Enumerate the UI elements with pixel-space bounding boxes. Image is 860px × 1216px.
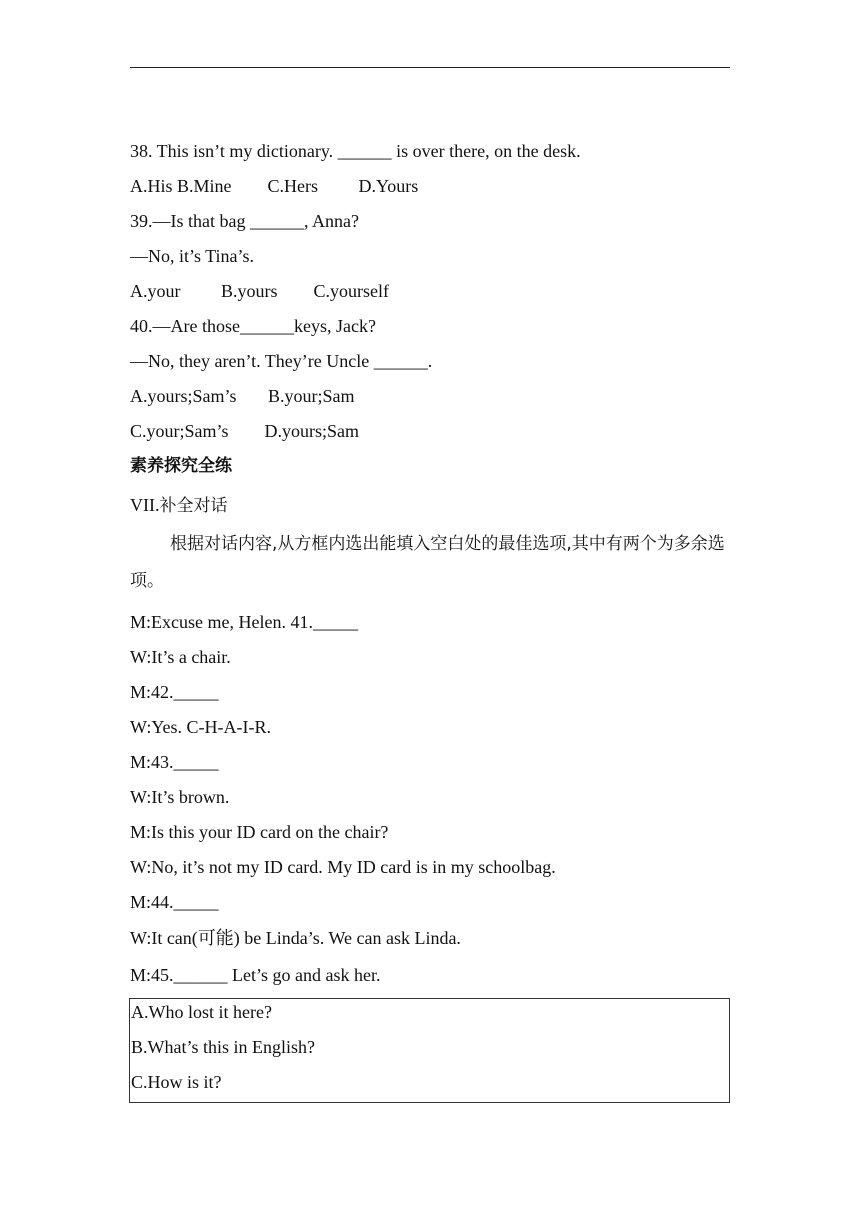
box-option-c: C.How is it? [131,1072,222,1092]
box-option-a: A.Who lost it here? [131,1002,272,1022]
question-40-stem: 40.—Are those______keys, Jack? [130,316,376,336]
question-40-options-row1: A.yours;Sam’s B.your;Sam [130,386,355,406]
section-subtitle [130,494,228,517]
dialogue-line-5: M:43._____ [130,752,219,772]
question-39-stem: 39.—Is that bag ______, Anna? [130,211,359,231]
question-39-reply: —No, it’s Tina’s. [130,246,255,266]
section-subtitle-prefix: VII. [130,495,160,515]
question-40-options-row2: C.your;Sam’s D.yours;Sam [130,421,360,441]
dialogue-line-8: W:No, it’s not my ID card. My ID card is in my schoolbag. [130,857,556,877]
dialogue-line-4: W:Yes. C-H-A-I-R. [130,717,271,737]
section-instruction: 根据对话内容,从方框内选出能填入空白处的最佳选项,其中有两个为多余选项。 [130,534,725,591]
dialogue-line-1: M:Excuse me, Helen. 41._____ [130,612,358,632]
question-39-options: A.your B.yours C.yourself [130,281,389,301]
question-40-reply: —No, they aren’t. They’re Uncle ______. [130,351,433,371]
dialogue-line-9: M:44._____ [130,892,219,912]
dialogue-line-10: W:It can(可能) be Linda’s. We can ask Linda. [130,928,461,948]
dialogue-line-6: W:It’s brown. [130,787,230,807]
section-subtitle-text: 补全对话 [159,496,228,516]
box-option-b: B.What’s this in English? [131,1037,315,1057]
dialogue-line-7: M:Is this your ID card on the chair? [130,822,389,842]
dialogue-line-2: W:It’s a chair. [130,647,231,667]
dialogue-line-3: M:42._____ [130,682,219,702]
options-box [129,998,730,1103]
section-title: 素养探究全练 [130,456,232,476]
dialogue-line-11: M:45.______ Let’s go and ask her. [130,965,381,985]
question-38-options: A.His B.Mine C.Hers D.Yours [130,176,419,196]
question-38-stem: 38. This isn’t my dictionary. ______ is over there, on the desk. [130,141,581,161]
header-rule [130,67,730,68]
